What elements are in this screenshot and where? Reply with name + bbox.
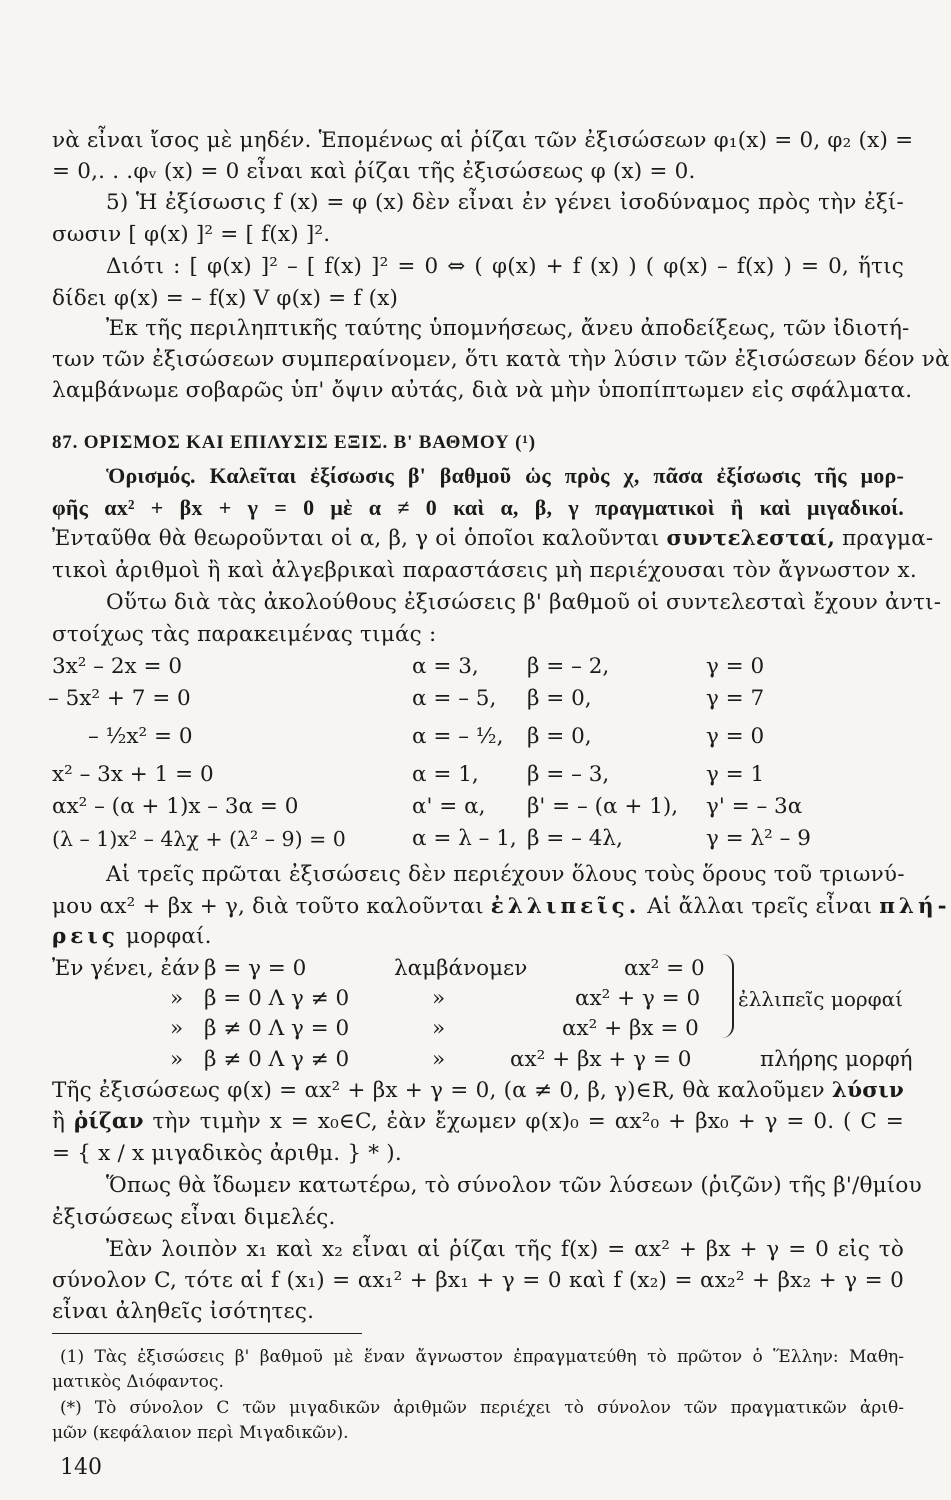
text-line: = { x / x μιγαδικὸς ἀριθμ. } * ).: [52, 1141, 402, 1166]
coef-alpha: α = 1,: [412, 762, 479, 787]
text-line: Ὅπως θὰ ἴδωμεν κατωτέρω, τὸ σύνολον τῶν λύσεων (ῥιζῶν) τῆς β'/θμίου: [106, 1173, 922, 1198]
case-verb: »: [432, 1016, 446, 1041]
text-span: πραγμα-: [835, 526, 934, 551]
text-line: Αἱ τρεῖς πρῶται ἐξισώσεις δὲν περιέχουν ὅλους τοὺς ὅρους τοῦ τριωνύ-: [106, 862, 905, 887]
text-line: εἶναι ἀληθεῖς ἰσότητες.: [52, 1299, 315, 1324]
footnote-line: (1) Τὰς ἐξισώσεις β' βαθμοῦ μὲ ἕναν ἄγνωστον ἐπραγματεύθη τὸ πρῶτον ὁ Ἕλλην: Μαθη-: [60, 1347, 904, 1367]
case-verb: »: [432, 986, 446, 1011]
case-condition: β = 0 Λ γ ≠ 0: [204, 986, 350, 1011]
coef-alpha: α = – ½,: [412, 724, 504, 749]
text-line: 5) Ἡ ἐξίσωσις f (x) = φ (x) δὲν εἶναι ἐν γένει ἰσοδύναμος πρὸς τὴν ἐξί-: [106, 190, 904, 215]
term-full-cont: ρεις: [52, 924, 119, 949]
case-condition: β ≠ 0 Λ γ ≠ 0: [204, 1047, 350, 1072]
footnote-rule: [52, 1333, 362, 1334]
coef-alpha: α' = α,: [412, 794, 486, 819]
text-line: ἐξισώσεως εἶναι διμελές.: [52, 1205, 336, 1230]
case-verb: »: [432, 1047, 446, 1072]
text-span: μου αx² + βx + γ, διὰ τοῦτο καλοῦνται: [52, 894, 491, 919]
text-line: [52, 922, 904, 952]
case-verb: λαμβάνομεν: [394, 956, 528, 981]
example-equation: 3x² – 2x = 0: [52, 654, 183, 679]
text-line: τικοὶ ἀριθμοὶ ἢ καὶ ἀλγεβρικαὶ παραστάσεις μὴ περιέχουσαι τὸν ἄγνωστον x.: [52, 558, 917, 583]
right-brace: [722, 954, 734, 1038]
coef-beta: β = 0,: [527, 686, 592, 711]
footnote-line: μῶν (κεφάλαιον περὶ Μιγαδικῶν).: [52, 1423, 349, 1443]
text-line: [52, 892, 951, 922]
text-line: λαμβάνωμε σοβαρῶς ὑπ' ὄψιν αὐτάς, διὰ νὰ μὴν ὑποπίπτωμεν εἰς σφάλματα.: [52, 378, 913, 403]
term-elliptic: ἐλλιπεῖς.: [490, 894, 641, 919]
coef-gamma: γ = 7: [706, 686, 765, 711]
coef-alpha: α = 3,: [412, 654, 479, 679]
text-line: στοίχως τὰς παρακειμένας τιμάς :: [52, 622, 437, 647]
text-line: νὰ εἶναι ἴσος μὲ μηδέν. Ἑπομένως αἱ ῥίζαι τῶν ἐξισώσεων φ₁(x) = 0, φ₂ (x) =: [52, 128, 914, 153]
text-line: Οὕτω διὰ τὰς ἀκολούθους ἐξισώσεις β' βαθμοῦ οἱ συντελεσταὶ ἔχουν ἀντι-: [106, 590, 942, 615]
coef-gamma: γ' = – 3α: [706, 794, 803, 819]
coef-beta: β = – 3,: [527, 762, 610, 787]
elliptic-forms-label: ἐλλιπεῖς μορφαί: [738, 987, 903, 1011]
text-span: τὴν τιμὴν x = x₀∈C, ἐὰν ἔχωμεν φ(x)₀ = αx²₀ + βx₀ + γ = 0. ( C =: [143, 1109, 904, 1134]
case-form: αx² = 0: [624, 956, 705, 981]
text-line: σωσιν [ φ(x) ]² = [ f(x) ]².: [52, 222, 331, 247]
text-span: ἢ: [52, 1109, 74, 1134]
case-lead: »: [170, 1047, 184, 1072]
case-lead: »: [170, 1016, 184, 1041]
example-equation: (λ – 1)x² – 4λχ + (λ² – 9) = 0: [52, 827, 346, 851]
coef-gamma: γ = 0: [706, 724, 765, 749]
coef-beta: β' = – (α + 1),: [527, 794, 679, 819]
case-form: αx² + βx = 0: [562, 1016, 699, 1041]
case-condition: β ≠ 0 Λ γ = 0: [204, 1016, 350, 1041]
case-form: αx² + βx + γ = 0: [510, 1047, 692, 1072]
text-line: = 0,. . .φᵥ (x) = 0 εἶναι καὶ ῥίζαι τῆς ἐξισώσεως φ (x) = 0.: [52, 159, 696, 184]
text-span: Ἐνταῦθα θὰ θεωροῦνται οἱ α, β, γ οἱ ὁποῖοι καλοῦνται: [52, 526, 667, 551]
term-solution: λύσιν: [831, 1078, 904, 1103]
text-line: δίδει φ(x) = – f(x) V φ(x) = f (x): [52, 286, 399, 311]
text-span: μορφαί.: [118, 924, 212, 949]
page-number: 140: [60, 1455, 102, 1480]
text-line: Ἐκ τῆς περιληπτικῆς ταύτης ὑπομνήσεως, ἄνευ ἀποδείξεως, τῶν ἰδιοτή-: [106, 316, 910, 341]
full-form-label: πλήρης μορφή: [760, 1047, 913, 1072]
coef-alpha: α = – 5,: [412, 686, 497, 711]
coef-beta: β = 0,: [527, 724, 592, 749]
example-equation: – 5x² + 7 = 0: [48, 686, 191, 711]
definition-line: Ὁρισμός. Καλεῖται ἐξίσωσις β' βαθμοῦ ὡς πρὸς χ, πᾶσα ἐξίσωσις τῆς μορ-: [106, 463, 904, 488]
text-span: Τῆς ἐξισώσεως φ(x) = αx² + βx + γ = 0, (α ≠ 0, β, γ)∈R, θὰ καλοῦμεν: [52, 1078, 832, 1103]
example-equation: αx² – (α + 1)x – 3α = 0: [52, 794, 299, 819]
text-line: σύνολον C, τότε αἱ f (x₁) = αx₁² + βx₁ + γ = 0 καὶ f (x₂) = αx₂² + βx₂ + γ = 0: [52, 1268, 904, 1293]
case-lead: »: [170, 986, 184, 1011]
section-heading: 87. ΟΡΙΣΜΟΣ ΚΑΙ ΕΠΙΛΥΣΙΣ ΕΞΙΣ. Β' ΒΑΘΜΟΥ (¹): [52, 432, 536, 453]
text-line: Ἐὰν λοιπὸν x₁ καὶ x₂ εἶναι αἱ ῥίζαι τῆς f(x) = αx² + βx + γ = 0 εἰς τὸ: [106, 1237, 904, 1262]
footnote-line: (*) Τὸ σύνολον C τῶν μιγαδικῶν ἀριθμῶν περιέχει τὸ σύνολον τῶν πραγματικῶν ἀριθ-: [60, 1398, 904, 1418]
text-line: Διότι : [ φ(x) ]² – [ f(x) ]² = 0 ⇔ ( φ(x) + f (x) ) ( φ(x) – f(x) ) = 0, ἥτις: [106, 254, 904, 279]
example-equation: – ½x² = 0: [88, 724, 193, 749]
case-form: αx² + γ = 0: [575, 986, 701, 1011]
coef-alpha: α = λ – 1,: [412, 826, 517, 851]
coef-gamma: γ = 1: [706, 762, 765, 787]
example-equation: x² – 3x + 1 = 0: [52, 762, 214, 787]
case-lead: Ἐν γένει, ἐάν: [52, 956, 200, 981]
coef-gamma: γ = λ² – 9: [706, 826, 811, 851]
term-root: ῥίζαν: [73, 1109, 144, 1134]
footnote-line: ματικὸς Διόφαντος.: [52, 1372, 224, 1392]
coef-beta: β = – 2,: [527, 654, 610, 679]
text-line: [52, 1107, 904, 1137]
text-line: [52, 524, 934, 554]
text-line: [52, 1076, 904, 1106]
term-full: πλή-: [879, 894, 951, 919]
text-span: Αἱ ἄλλαι τρεῖς εἶναι: [640, 894, 880, 919]
coef-beta: β = – 4λ,: [527, 826, 623, 851]
case-condition: β = γ = 0: [204, 956, 307, 981]
term-coefficients: συντελεσταί,: [666, 526, 836, 551]
definition-line: φῆς αx² + βx + γ = 0 μὲ α ≠ 0 καὶ α, β, γ πραγματικοὶ ἢ καὶ μιγαδικοί.: [52, 495, 904, 520]
coef-gamma: γ = 0: [706, 654, 765, 679]
text-line: των τῶν ἐξισώσεων συμπεραίνομεν, ὅτι κατὰ τὴν λύσιν τῶν ἐξισώσεων δέον νὰ: [52, 347, 950, 372]
